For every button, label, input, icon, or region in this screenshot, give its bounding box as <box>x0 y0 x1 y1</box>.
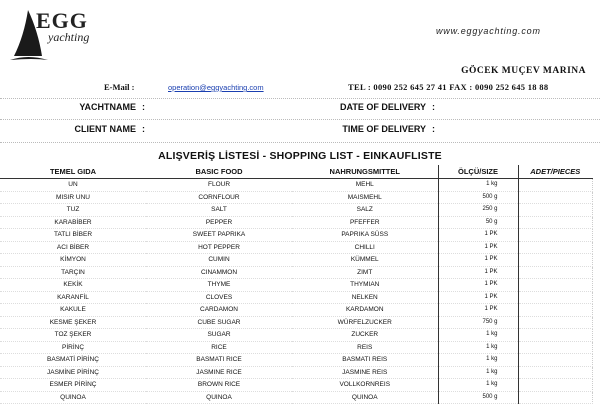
pieces-input[interactable] <box>518 316 592 329</box>
item-turkish: BASMATİ PİRİNÇ <box>0 354 146 367</box>
table-row <box>0 316 592 329</box>
phone-fax: TEL : 0090 252 645 27 41 FAX : 0090 252 645 18 88 <box>348 82 549 92</box>
table-row <box>0 391 592 404</box>
item-turkish: ESMER PİRİNÇ <box>0 379 146 392</box>
item-size: 1 PK <box>438 266 518 279</box>
table-row <box>0 341 592 354</box>
pieces-input[interactable] <box>518 341 592 354</box>
website-link[interactable]: www.eggyachting.com <box>436 26 541 36</box>
item-turkish: MISIR UNU <box>0 191 146 204</box>
pieces-input[interactable] <box>518 379 592 392</box>
item-turkish: KİMYON <box>0 254 146 267</box>
item-english: QUINOA <box>146 391 292 404</box>
pieces-input[interactable] <box>518 279 592 292</box>
item-english: CARDAMON <box>146 304 292 317</box>
pieces-input[interactable] <box>518 304 592 317</box>
item-english: CLOVES <box>146 291 292 304</box>
logo-subtitle: yachting <box>48 30 90 44</box>
item-german: JASMINE REIS <box>292 366 438 379</box>
item-size: 500 g <box>438 391 518 404</box>
table-row <box>0 291 592 304</box>
shopping-list-table <box>0 165 593 404</box>
item-german: KARDAMON <box>292 304 438 317</box>
item-german: ZIMT <box>292 266 438 279</box>
item-english: CORNFLOUR <box>146 191 292 204</box>
item-size: 1 kg <box>438 179 518 192</box>
yachtname-colon: : <box>142 102 145 112</box>
shopping-list-title: ALIŞVERİŞ LİSTESİ - SHOPPING LIST - EINKAUFLISTE <box>158 150 442 162</box>
item-size: 1 PK <box>438 279 518 292</box>
item-german: PAPRIKA SÜSS <box>292 229 438 242</box>
email-label: E-Mail : <box>104 82 135 92</box>
item-english: JASMINE RICE <box>146 366 292 379</box>
pieces-input[interactable] <box>518 191 592 204</box>
client-name-row <box>0 124 600 144</box>
item-size: 1 kg <box>438 329 518 342</box>
divider <box>0 142 600 143</box>
table-row <box>0 354 592 367</box>
item-size: 1 PK <box>438 304 518 317</box>
item-english: CINAMMON <box>146 266 292 279</box>
item-english: SALT <box>146 204 292 217</box>
item-german: BASMATI REIS <box>292 354 438 367</box>
item-turkish: QUINOA <box>0 391 146 404</box>
item-size: 750 g <box>438 316 518 329</box>
table-row <box>0 241 592 254</box>
item-german: REIS <box>292 341 438 354</box>
column-header-nahrungsmittel: NAHRUNGSMITTEL <box>292 165 438 179</box>
item-turkish: UN <box>0 179 146 192</box>
item-size: 1 PK <box>438 241 518 254</box>
table-row <box>0 379 592 392</box>
item-turkish: JASMİNE PİRİNÇ <box>0 366 146 379</box>
item-german: WÜRFELZUCKER <box>292 316 438 329</box>
item-german: THYMIAN <box>292 279 438 292</box>
pieces-input[interactable] <box>518 354 592 367</box>
table-header-row <box>0 165 592 179</box>
item-english: SWEET PAPRIKA <box>146 229 292 242</box>
item-german: QUINOA <box>292 391 438 404</box>
pieces-input[interactable] <box>518 391 592 404</box>
item-turkish: TUZ <box>0 204 146 217</box>
item-size: 1 kg <box>438 341 518 354</box>
pieces-input[interactable] <box>518 254 592 267</box>
pieces-input[interactable] <box>518 204 592 217</box>
table-row <box>0 179 592 192</box>
item-size: 1 PK <box>438 229 518 242</box>
divider <box>0 98 600 99</box>
pieces-input[interactable] <box>518 216 592 229</box>
item-english: BASMATI RICE <box>146 354 292 367</box>
column-header-size: ÖLÇÜ/SIZE <box>438 165 518 179</box>
table-row <box>0 229 592 242</box>
company-name: GÖCEK MUÇEV MARINA <box>461 66 586 76</box>
time-of-delivery-label: TIME OF DELIVERY <box>342 124 426 134</box>
item-german: ZUCKER <box>292 329 438 342</box>
divider <box>0 119 600 120</box>
item-german: MAISMEHL <box>292 191 438 204</box>
table-row <box>0 329 592 342</box>
item-size: 1 kg <box>438 379 518 392</box>
table-row <box>0 254 592 267</box>
table-row <box>0 204 592 217</box>
date-of-delivery-colon: : <box>432 102 435 112</box>
yachtname-label: YACHTNAME <box>79 102 136 112</box>
item-english: BROWN RICE <box>146 379 292 392</box>
column-header-pieces: ADET/PIECES <box>518 165 592 179</box>
item-german: CHILLI <box>292 241 438 254</box>
item-german: KÜMMEL <box>292 254 438 267</box>
item-size: 1 kg <box>438 366 518 379</box>
table-row <box>0 191 592 204</box>
item-size: 1 PK <box>438 291 518 304</box>
item-turkish: TATLI BİBER <box>0 229 146 242</box>
item-turkish: TOZ ŞEKER <box>0 329 146 342</box>
item-english: RICE <box>146 341 292 354</box>
item-size: 1 kg <box>438 354 518 367</box>
client-name-label: CLIENT NAME <box>74 124 136 134</box>
item-english: CUBE SUGAR <box>146 316 292 329</box>
table-row <box>0 304 592 317</box>
item-turkish: KARANFİL <box>0 291 146 304</box>
item-size: 50 g <box>438 216 518 229</box>
client-name-colon: : <box>142 124 145 134</box>
item-turkish: PİRİNÇ <box>0 341 146 354</box>
item-english: PEPPER <box>146 216 292 229</box>
item-german: NELKEN <box>292 291 438 304</box>
item-german: VOLLKORNREIS <box>292 379 438 392</box>
item-size: 250 g <box>438 204 518 217</box>
item-size: 500 g <box>438 191 518 204</box>
pieces-input[interactable] <box>518 229 592 242</box>
item-turkish: TARÇIN <box>0 266 146 279</box>
item-german: PFEFFER <box>292 216 438 229</box>
pieces-input[interactable] <box>518 291 592 304</box>
time-of-delivery-colon: : <box>432 124 435 134</box>
item-turkish: KARABİBER <box>0 216 146 229</box>
table-row <box>0 279 592 292</box>
item-size: 1 PK <box>438 254 518 267</box>
contact-row <box>0 82 600 94</box>
email-link[interactable]: operation@eggyachting.com <box>168 83 264 92</box>
pieces-input[interactable] <box>518 266 592 279</box>
column-header-basic-food: BASIC FOOD <box>146 165 292 179</box>
pieces-input[interactable] <box>518 179 592 192</box>
item-turkish: KEKİK <box>0 279 146 292</box>
pieces-input[interactable] <box>518 366 592 379</box>
logo-title: EGG <box>36 8 88 33</box>
item-turkish: KAKULE <box>0 304 146 317</box>
item-english: SUGAR <box>146 329 292 342</box>
item-english: CUMIN <box>146 254 292 267</box>
table-row <box>0 366 592 379</box>
item-english: FLOUR <box>146 179 292 192</box>
item-german: MEHL <box>292 179 438 192</box>
item-english: THYME <box>146 279 292 292</box>
item-turkish: KESME ŞEKER <box>0 316 146 329</box>
table-row <box>0 266 592 279</box>
item-german: SALZ <box>292 204 438 217</box>
item-turkish: ACI BİBER <box>0 241 146 254</box>
column-header-temel-gida: TEMEL GIDA <box>0 165 146 179</box>
item-english: HOT PEPPER <box>146 241 292 254</box>
date-of-delivery-label: DATE OF DELIVERY <box>339 102 426 112</box>
pieces-input[interactable] <box>518 241 592 254</box>
table-row <box>0 216 592 229</box>
pieces-input[interactable] <box>518 329 592 342</box>
